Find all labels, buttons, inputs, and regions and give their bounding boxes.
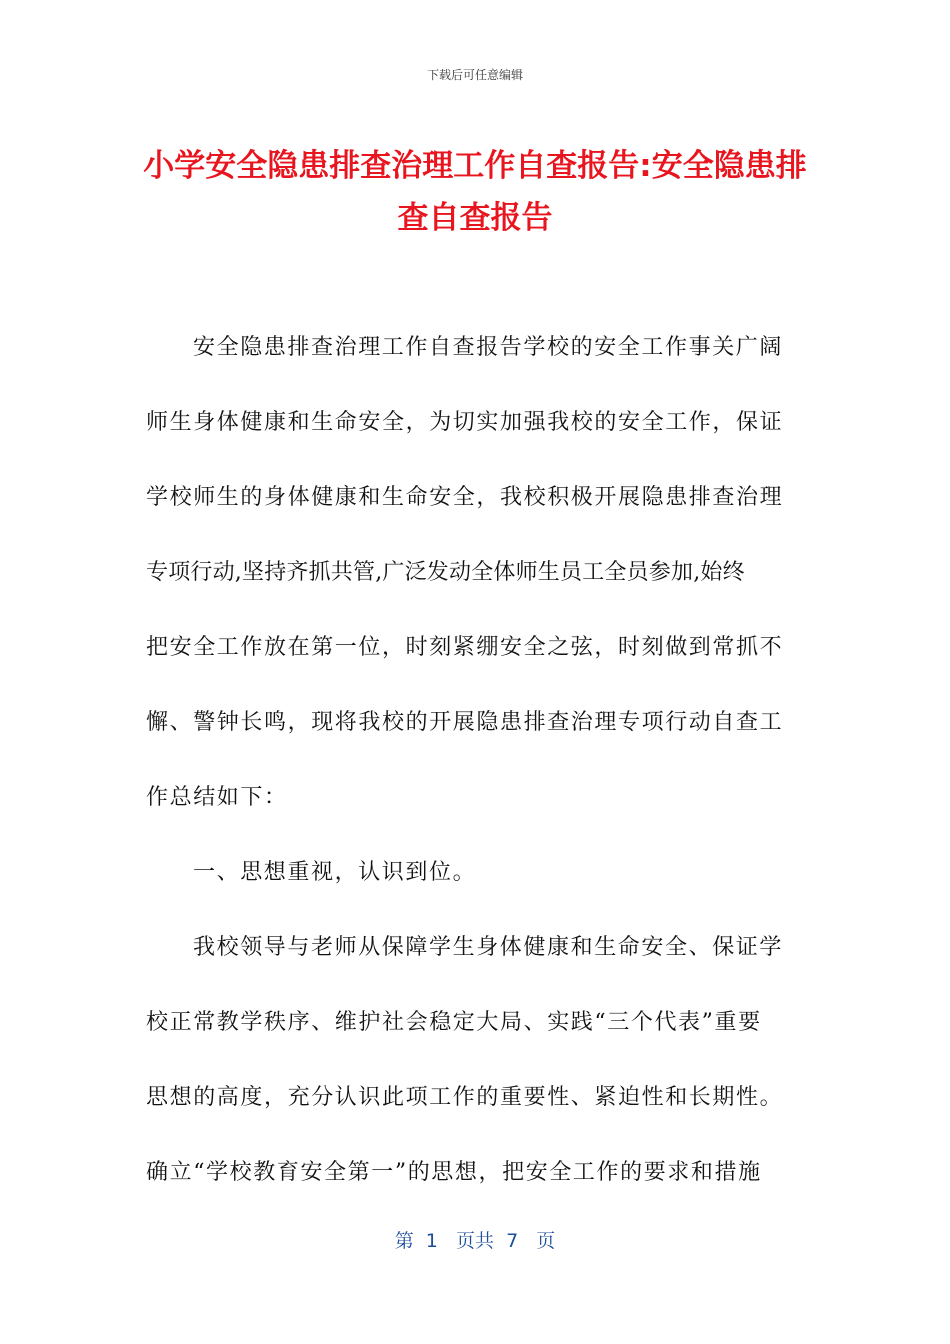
page-number-footer: 第 1 页共 7 页: [394, 1230, 556, 1252]
body-line: 把安全工作放在第一位，时刻紧绷安全之弦，时刻做到常抓不: [146, 635, 784, 660]
header-note: 下载后可任意编辑: [426, 68, 523, 82]
body-line: 师生身体健康和生命安全，为切实加强我校的安全工作，保证: [146, 410, 784, 435]
body-line: 安全隐患排查治理工作自查报告学校的安全工作事关广阔: [193, 335, 784, 360]
body-line: 学校师生的身体健康和生命安全，我校积极开展隐患排查治理: [146, 485, 784, 510]
document-title: 小学安全隐患排查治理工作自查报告:安全隐患排查自查报告: [143, 148, 807, 236]
body-line: 专项行动,坚持齐抓共管,广泛发动全体师生员工全员参加,始终: [146, 560, 745, 585]
body-line: 思想的高度，充分认识此项工作的重要性、紧迫性和长期性。: [146, 1085, 784, 1110]
body-line: 作总结如下：: [146, 785, 288, 810]
body-line: 校正常教学秩序、维护社会稳定大局、实践“三个代表”重要: [146, 1010, 762, 1035]
body-line: 确立“学校教育安全第一”的思想，把安全工作的要求和措施: [146, 1160, 762, 1185]
section-heading: 一、思想重视，认识到位。: [193, 860, 477, 885]
body-line: 我校领导与老师从保障学生身体健康和生命安全、保证学: [193, 935, 784, 960]
body-line: 懈、警钟长鸣，现将我校的开展隐患排查治理专项行动自查工: [146, 710, 784, 735]
